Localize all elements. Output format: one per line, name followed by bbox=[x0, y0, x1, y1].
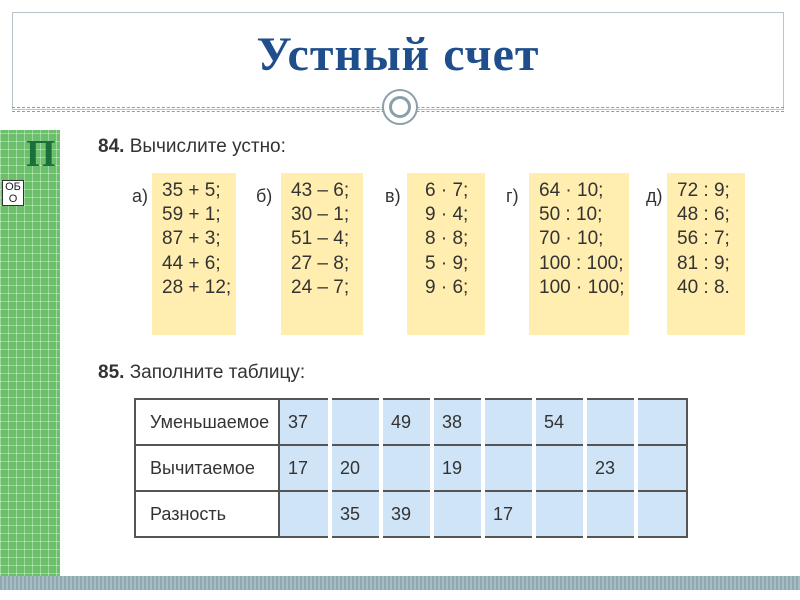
expression-box bbox=[152, 173, 236, 335]
subtraction-table bbox=[134, 398, 688, 538]
task-number: 85. bbox=[98, 362, 125, 383]
task-85-heading bbox=[98, 362, 305, 384]
task-84-heading bbox=[98, 136, 286, 158]
task-number: 84. bbox=[98, 136, 125, 157]
table-cell bbox=[534, 445, 585, 491]
circle-ornament-icon bbox=[382, 89, 418, 125]
row-header: Вычитаемое bbox=[135, 445, 279, 491]
expression: 40 : 8. bbox=[677, 276, 730, 298]
expression: 51 – 4; bbox=[291, 228, 350, 250]
expression: 9 · 4; bbox=[425, 204, 469, 226]
table-cell: 35 bbox=[330, 491, 381, 537]
expression: 87 + 3; bbox=[162, 228, 221, 250]
table-cell bbox=[432, 491, 483, 537]
table-cell: 38 bbox=[432, 399, 483, 445]
expression: 100 · 100; bbox=[539, 276, 625, 298]
expression: 28 + 12; bbox=[162, 276, 232, 298]
table-cell bbox=[534, 491, 585, 537]
table-cell bbox=[330, 399, 381, 445]
table-cell bbox=[483, 445, 534, 491]
expression: 72 : 9; bbox=[677, 180, 730, 201]
expression: 70 · 10; bbox=[539, 228, 604, 250]
expression: 64 · 10; bbox=[539, 180, 604, 201]
table-cell: 20 bbox=[330, 445, 381, 491]
table-cell: 49 bbox=[381, 399, 432, 445]
expression-box bbox=[667, 173, 745, 335]
table-cell bbox=[636, 399, 687, 445]
expression: 59 + 1; bbox=[162, 204, 221, 226]
column-label: а) bbox=[132, 186, 149, 206]
table-cell: 39 bbox=[381, 491, 432, 537]
expression: 44 + 6; bbox=[162, 252, 221, 274]
row-header: Уменьшаемое bbox=[135, 399, 279, 445]
table-cell bbox=[585, 491, 636, 537]
table-cell bbox=[279, 491, 330, 537]
expression: 8 · 8; bbox=[425, 228, 469, 250]
expression: 56 : 7; bbox=[677, 228, 730, 250]
expression-box bbox=[407, 173, 485, 335]
expression: 50 : 10; bbox=[539, 204, 603, 226]
column-label: д) bbox=[646, 186, 663, 206]
table-cell: 37 bbox=[279, 399, 330, 445]
table-cell: 23 bbox=[585, 445, 636, 491]
expression: 43 – 6; bbox=[291, 180, 350, 201]
expression: 48 : 6; bbox=[677, 204, 730, 226]
table-cell: 54 bbox=[534, 399, 585, 445]
side-badge: ОБ О bbox=[2, 180, 24, 206]
table-row bbox=[135, 399, 687, 445]
task-text: Заполните таблицу: bbox=[129, 362, 306, 383]
row-header: Разность bbox=[135, 491, 279, 537]
expression: 100 : 100; bbox=[539, 252, 624, 274]
expression: 27 – 8; bbox=[291, 252, 350, 274]
column-label: б) bbox=[256, 186, 273, 206]
page-title: Устный счет bbox=[256, 28, 540, 81]
table-row bbox=[135, 491, 687, 537]
table-row bbox=[135, 445, 687, 491]
table-cell: 17 bbox=[483, 491, 534, 537]
expression: 6 · 7; bbox=[425, 180, 469, 201]
column-label: г) bbox=[506, 186, 519, 206]
column-label: в) bbox=[385, 186, 401, 206]
table-cell: 17 bbox=[279, 445, 330, 491]
side-letter: П bbox=[26, 133, 56, 175]
expression: 81 : 9; bbox=[677, 252, 730, 274]
table-cell bbox=[585, 399, 636, 445]
table-cell bbox=[636, 445, 687, 491]
expression: 5 · 9; bbox=[425, 252, 469, 274]
expression-box bbox=[529, 173, 629, 335]
expression: 35 + 5; bbox=[162, 180, 221, 201]
expression: 24 – 7; bbox=[291, 276, 350, 298]
expression-box bbox=[281, 173, 363, 335]
task-text: Вычислите устно: bbox=[129, 136, 286, 157]
table-cell bbox=[483, 399, 534, 445]
table-cell bbox=[636, 491, 687, 537]
bottom-bar bbox=[0, 576, 800, 590]
expression: 9 · 6; bbox=[425, 276, 469, 298]
expression: 30 – 1; bbox=[291, 204, 350, 226]
table-cell: 19 bbox=[432, 445, 483, 491]
table-cell bbox=[381, 445, 432, 491]
